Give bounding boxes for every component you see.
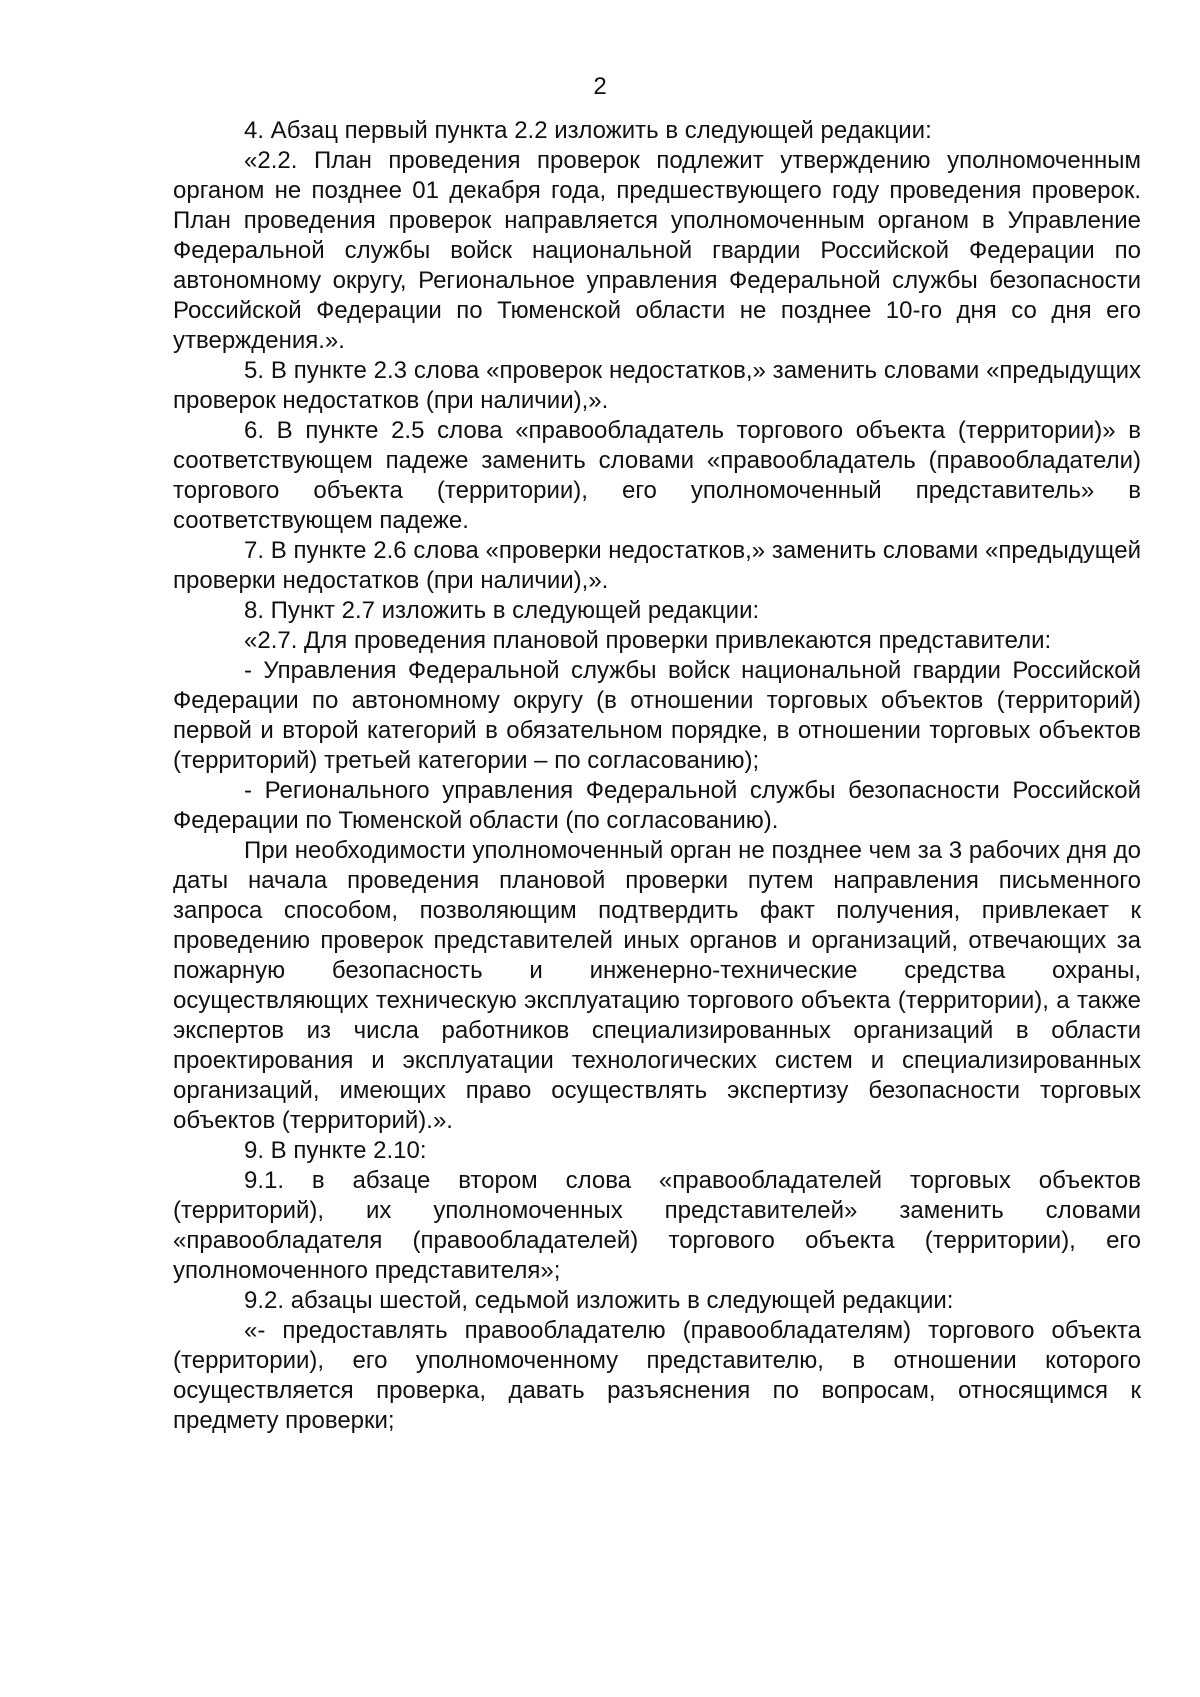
paragraph-item-9-2: 9.2. абзацы шестой, седьмой изложить в следующей редакции: bbox=[244, 1287, 954, 1314]
paragraph-item-9-1: 9.1. в абзаце втором слова «правообладателей торговых объектов (территорий), их уполномоченных представителей» заменить словами «правообладателя (правообладателей) торгового объекта (территории), его уполномоченного представителя»; bbox=[173, 1167, 1141, 1284]
document-body bbox=[173, 116, 1141, 1436]
paragraph-item-5: 5. В пункте 2.3 слова «проверок недостатков,» заменить словами «предыдущих проверок недостатков (при наличии),». bbox=[173, 357, 1141, 414]
paragraph-item-9: 9. В пункте 2.10: bbox=[244, 1137, 427, 1164]
paragraph-point-2-7-intro: «2.7. Для проведения плановой проверки привлекаются представители: bbox=[244, 627, 1052, 654]
page-number: 2 bbox=[593, 73, 607, 100]
paragraph-item-7: 7. В пункте 2.6 слова «проверки недостатков,» заменить словами «предыдущей проверки недостатков (при наличии),». bbox=[173, 537, 1141, 594]
paragraph-bullet-rosgvardia: - Управления Федеральной службы войск национальной гвардии Российской Федерации по автономному округу (в отношении торговых объектов (территорий) первой и второй категорий в обязательном порядке, в отношении торговых объектов (территорий) третьей категории – по согласованию); bbox=[173, 657, 1141, 774]
paragraph-bullet-fsb: - Регионального управления Федеральной службы безопасности Российской Федерации по Тюменской области (по согласованию). bbox=[173, 777, 1141, 834]
paragraph-bullet-provide: «- предоставлять правообладателю (правообладателям) торгового объекта (территории), его уполномоченному представителю, в отношении которого осуществляется проверка, давать разъяснения по вопросам, относящимся к предмету проверки; bbox=[173, 1317, 1141, 1434]
paragraph-item-8: 8. Пункт 2.7 изложить в следующей редакции: bbox=[244, 597, 760, 624]
paragraph-point-2-2-text: «2.2. План проведения проверок подлежит утверждению уполномоченным органом не позднее 01 декабря года, предшествующего году проведения проверок. План проведения проверок направляется уполномоченным органом в Управление Федеральной службы войск национальной гвардии Российской Федерации по автономному округу, Региональное управления Федеральной службы безопасности Российской Федерации по Тюменской области не позднее 10-го дня со дня его утверждения.». bbox=[173, 147, 1141, 354]
paragraph-other-organizations: При необходимости уполномоченный орган не позднее чем за 3 рабочих дня до даты начала проведения плановой проверки путем направления письменного запроса способом, позволяющим подтвердить факт получения, привлекает к проведению проверок представителей иных органов и организаций, отвечающих за пожарную безопасность и инженерно-технические средства охраны, осуществляющих техническую эксплуатацию торгового объекта (территории), а также экспертов из числа работников специализированных организаций в области проектирования и эксплуатации технологических систем и специализированных организаций, имеющих право осуществлять экспертизу безопасности торговых объектов (территорий).». bbox=[173, 837, 1141, 1134]
paragraph-item-4: 4. Абзац первый пункта 2.2 изложить в следующей редакции: bbox=[244, 117, 932, 144]
paragraph-item-6: 6. В пункте 2.5 слова «правообладатель торгового объекта (территории)» в соответствующем падеже заменить словами «правообладатель (правообладатели) торгового объекта (территории), его уполномоченный представитель» в соответствующем падеже. bbox=[173, 417, 1141, 534]
